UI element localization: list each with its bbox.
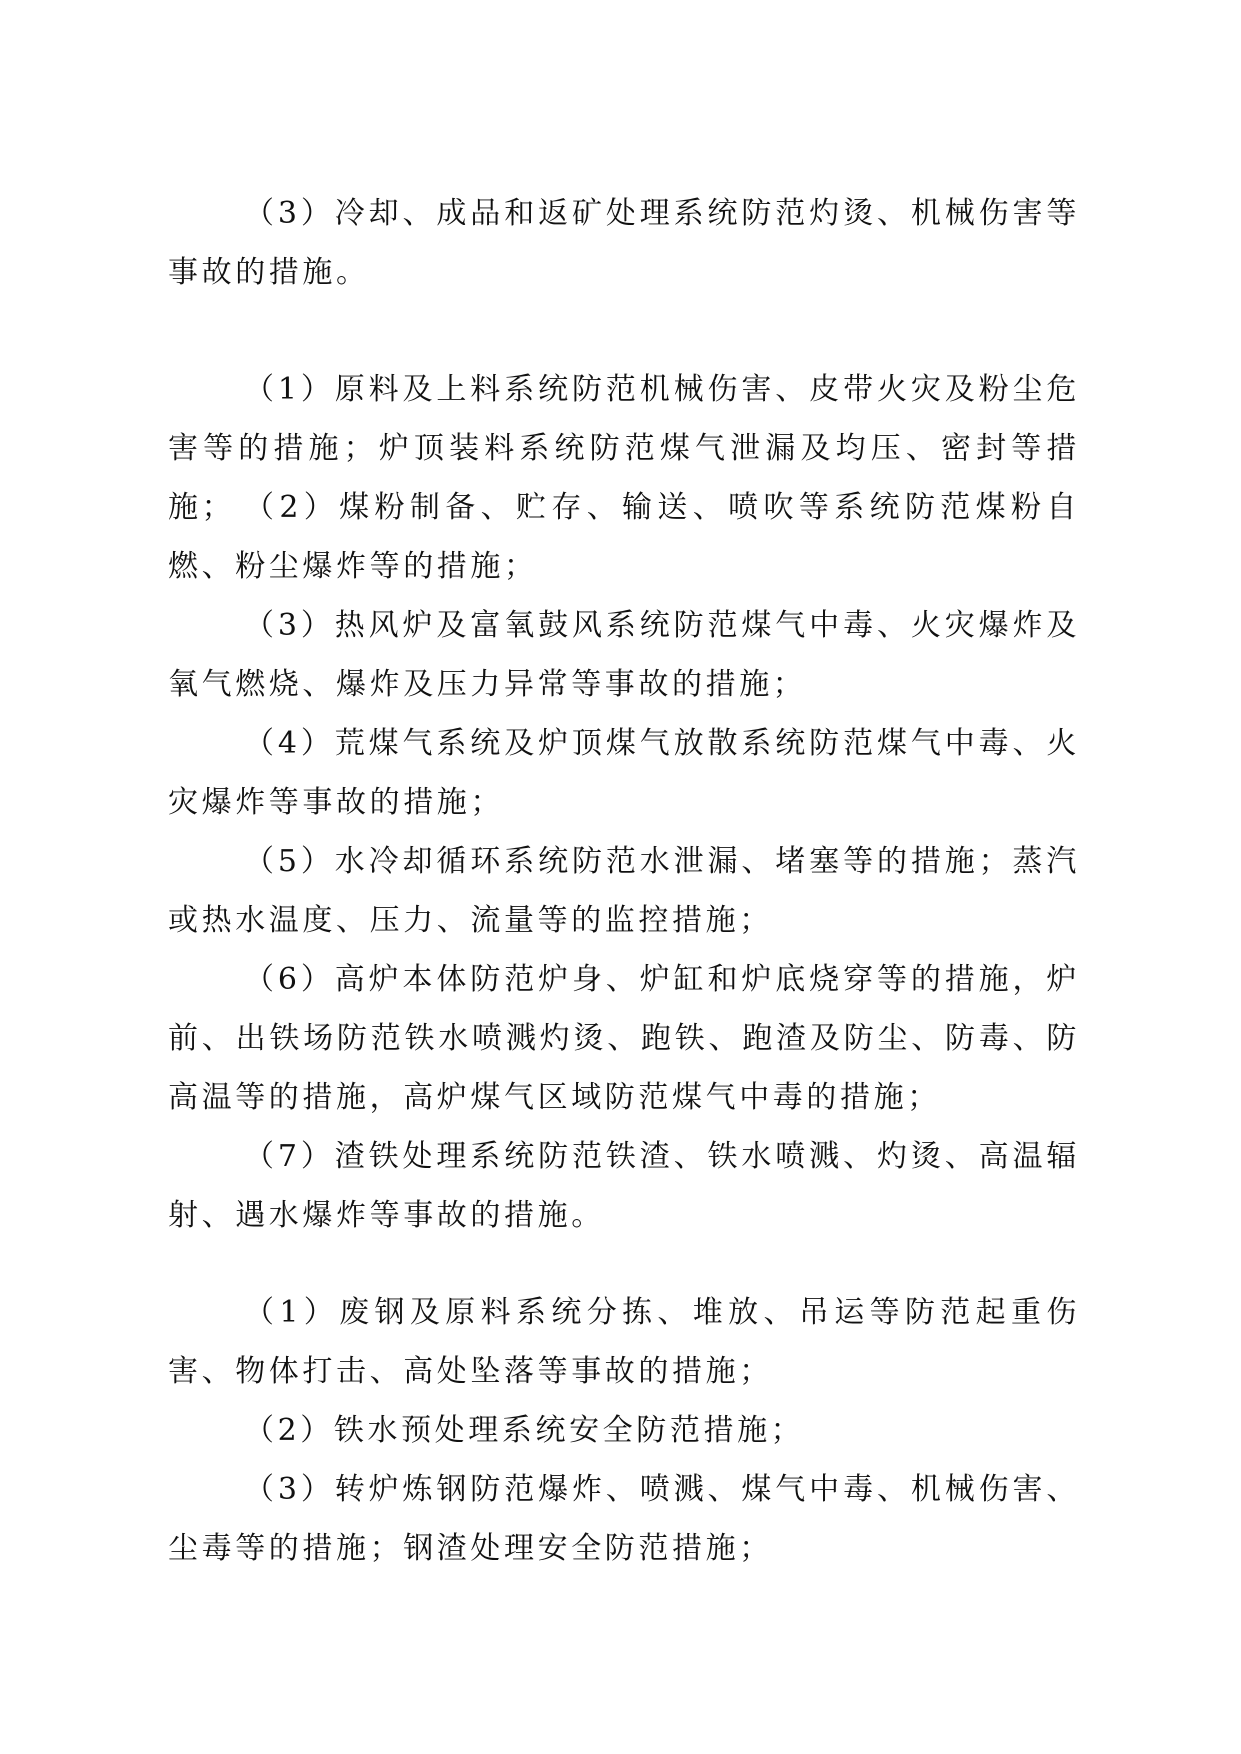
ironmaking-item-1: （1）原料及上料系统防范机械伤害、皮带火灾及粉尘危害等的措施；炉顶装料系统防范煤气泄漏及均压、密封等措施； (168, 372, 1080, 525)
steelmaking-item-1: （1）废钢及原料系统分拣、堆放、吊运等防范起重伤害、物体打击、高处坠落等事故的措施； (168, 1295, 1080, 1389)
steelmaking-item-2: （2）铁水预处理系统安全防范措施； (244, 1413, 805, 1448)
ironmaking-item-6: （6）高炉本体防范炉身、炉缸和炉底烧穿等的措施，炉前、出铁场防范铁水喷溅灼烫、跑铁、跑渣及防尘、防毒、防高温等的措施，高炉煤气区域防范煤气中毒的措施； (168, 962, 1080, 1115)
ironmaking-item-4: （4）荒煤气系统及炉顶煤气放散系统防范煤气中毒、火灾爆炸等事故的措施； (168, 726, 1080, 820)
ironmaking-item-7: （7）渣铁处理系统防范铁渣、铁水喷溅、灼烫、高温辐射、遇水爆炸等事故的措施。 (168, 1139, 1080, 1233)
steelmaking-item-3: （3）转炉炼钢防范爆炸、喷溅、煤气中毒、机械伤害、尘毒等的措施；钢渣处理安全防范措施； (168, 1472, 1080, 1566)
sintering-item-3: （3）冷却、成品和返矿处理系统防范灼烫、机械伤害等事故的措施。 (168, 196, 1080, 290)
ironmaking-item-5: （5）水冷却循环系统防范水泄漏、堵塞等的措施；蒸汽或热水温度、压力、流量等的监控措施； (168, 844, 1080, 938)
ironmaking-item-3: （3）热风炉及富氧鼓风系统防范煤气中毒、火灾爆炸及氧气燃烧、爆炸及压力异常等事故的措施； (168, 608, 1080, 702)
ironmaking-item-2: （2）煤粉制备、贮存、输送、喷吹等系统防范煤粉自燃、粉尘爆炸等的措施； (168, 490, 1080, 584)
